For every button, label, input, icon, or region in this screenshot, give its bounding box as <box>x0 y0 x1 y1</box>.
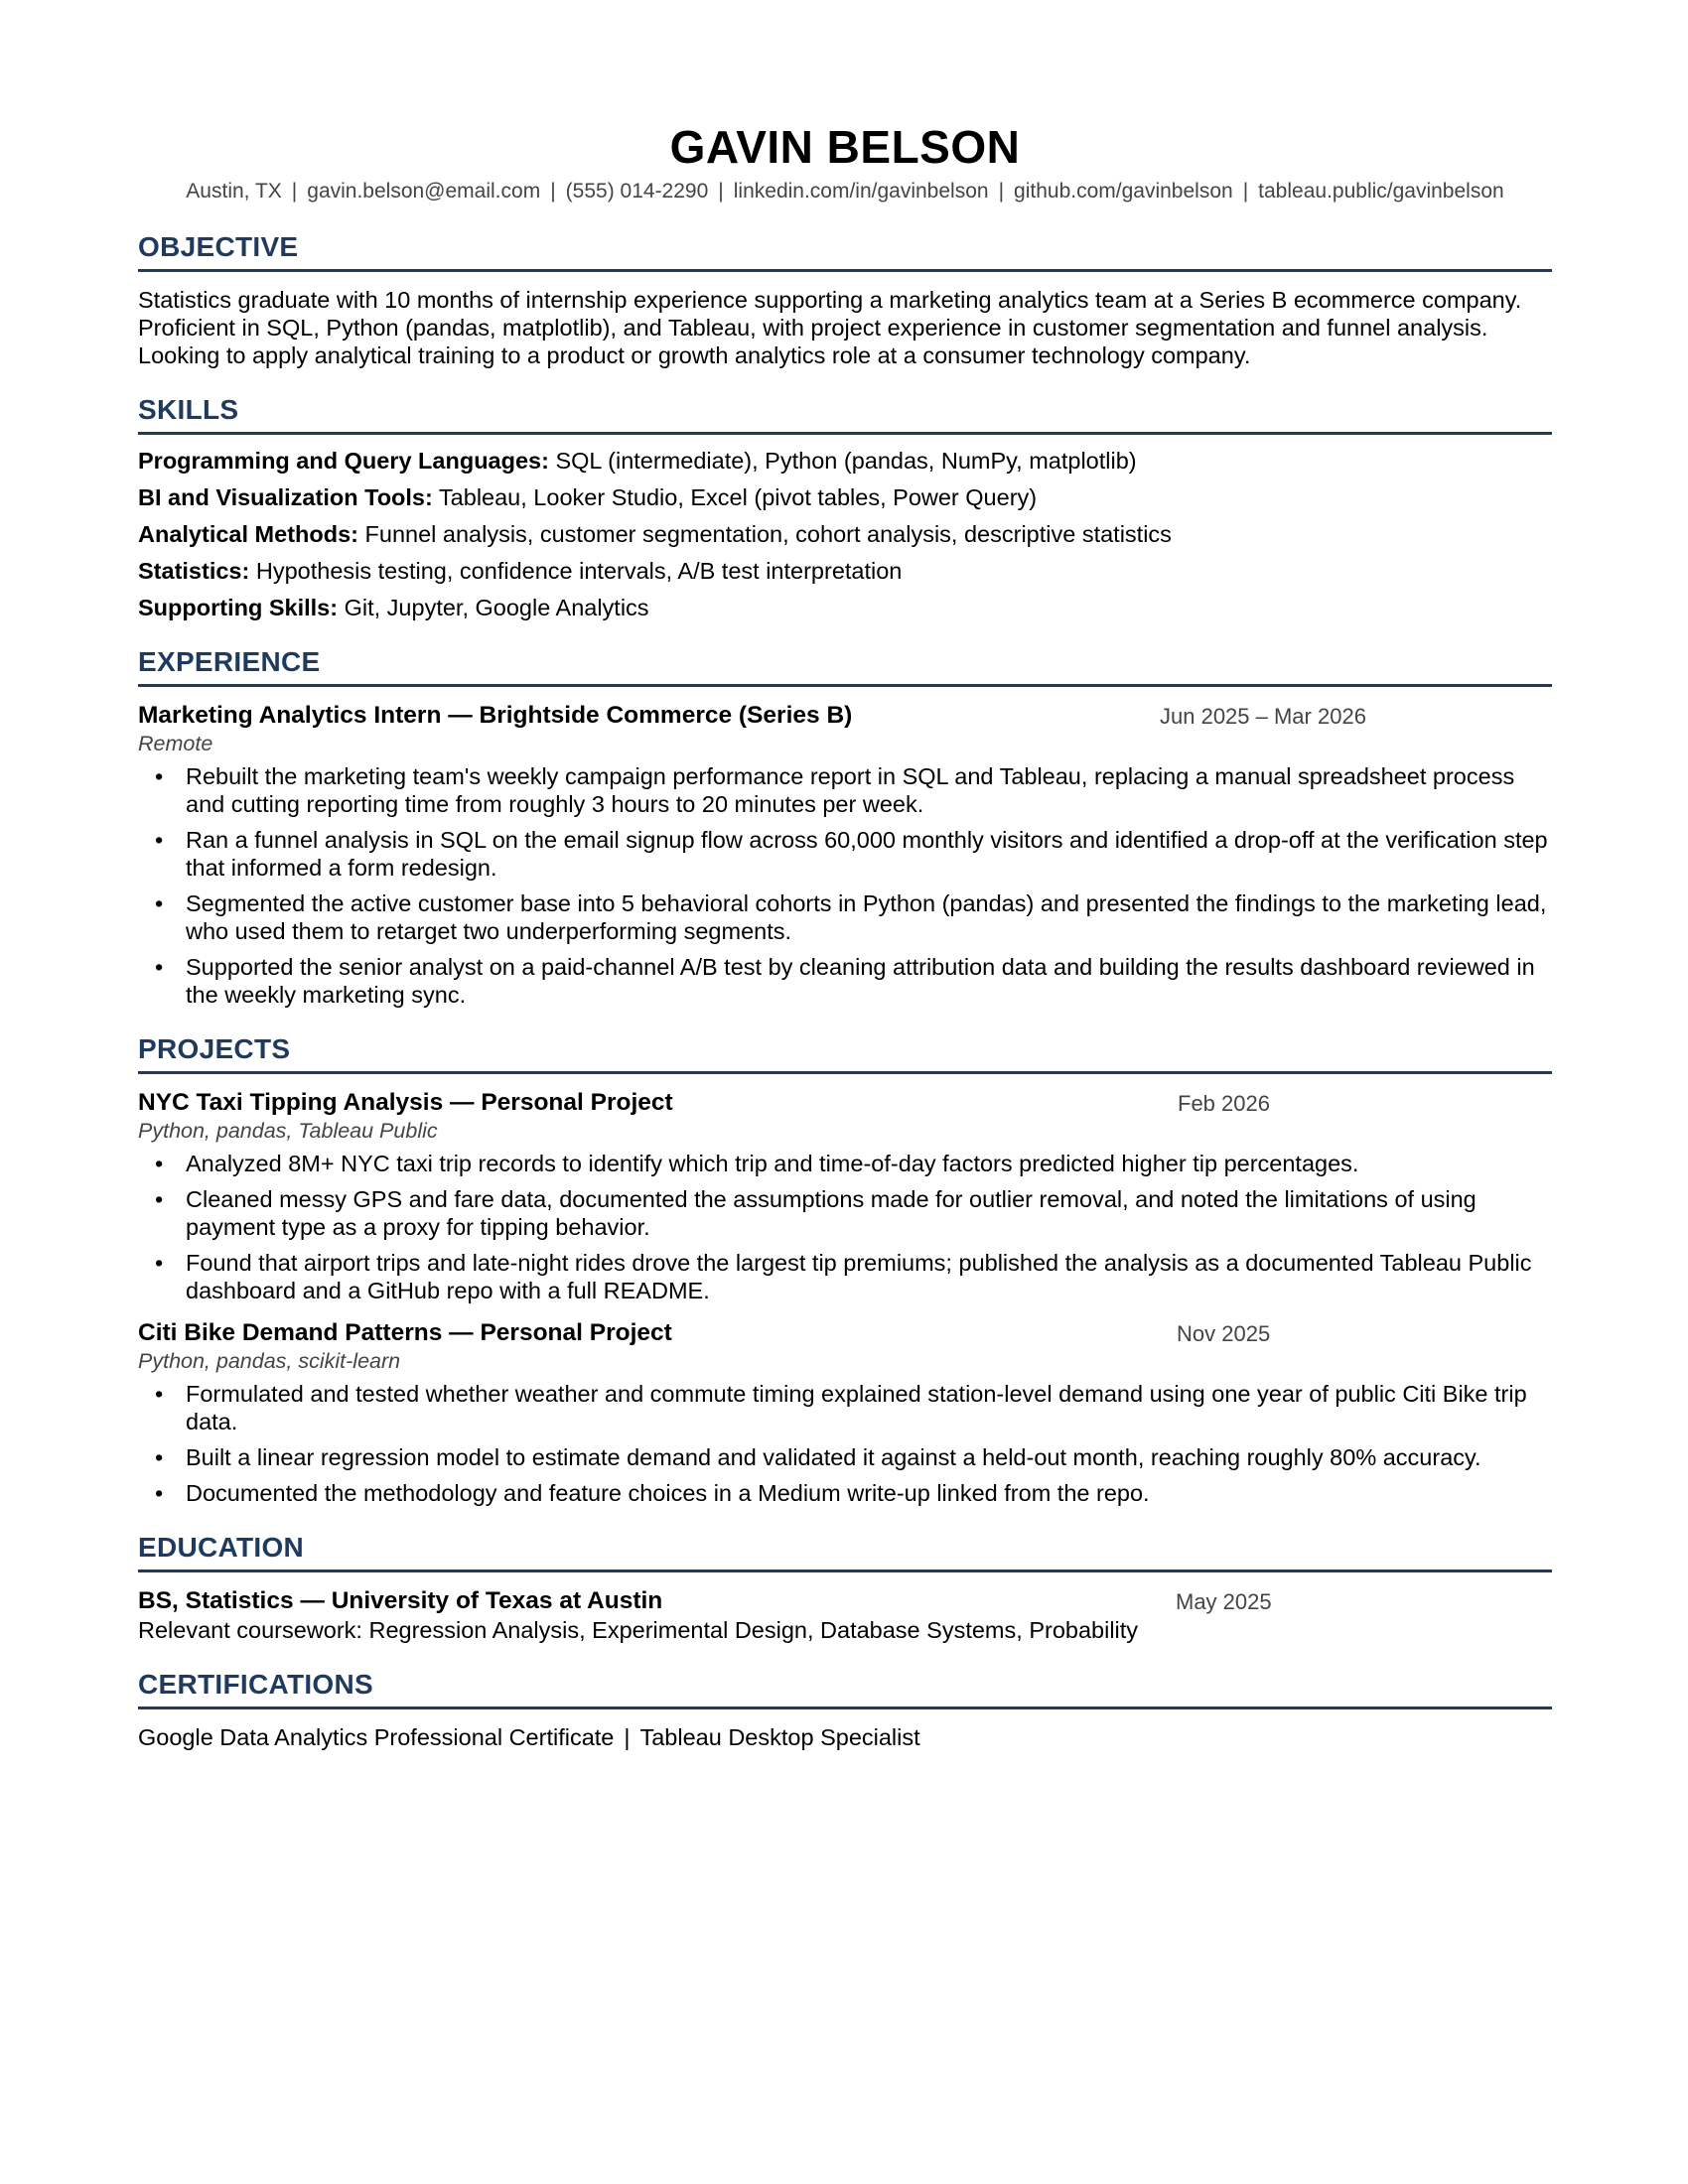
contact-email[interactable]: gavin.belson@email.com <box>307 180 541 203</box>
entry-date: May 2025 <box>1176 1589 1272 1614</box>
certification-item: Google Data Analytics Professional Certificate <box>138 1724 615 1750</box>
bullet-icon: • <box>155 1186 164 1212</box>
bullet-text: Rebuilt the marketing team's weekly campaign performance report in SQL and Tableau, replacing a manual spreadsheet process and cutting reporting time from roughly 3 hours to 20 minutes per week. <box>186 763 1515 817</box>
bullet-icon: • <box>155 954 164 980</box>
contact-linkedin[interactable]: linkedin.com/in/gavinbelson <box>733 180 989 203</box>
entry-tools: Python, pandas, scikit-learn <box>138 1349 401 1373</box>
section-title-objective: OBJECTIVE <box>138 230 1552 272</box>
list-item <box>138 1479 1552 1507</box>
entry-title: NYC Taxi Tipping Analysis — Personal Project <box>138 1089 673 1116</box>
bullet-text: Ran a funnel analysis in SQL on the email signup flow across 60,000 monthly visitors and identified a drop-off at the verification step that informed a form redesign. <box>186 827 1548 881</box>
contact-separator: | <box>291 180 298 203</box>
skill-row <box>138 594 1552 621</box>
contact-separator: | <box>718 180 724 203</box>
entry-heading <box>138 1586 1552 1616</box>
resume-page <box>138 119 1552 1751</box>
skill-label: Supporting Skills: <box>138 595 339 620</box>
entry-title: Citi Bike Demand Patterns — Personal Project <box>138 1319 672 1346</box>
section-title-skills: SKILLS <box>138 393 1552 435</box>
entry-heading <box>138 1088 1552 1118</box>
certification-separator: | <box>624 1724 631 1750</box>
bullet-text: Built a linear regression model to estimate demand and validated it against a held-out month, reaching roughly 80% accuracy. <box>186 1444 1481 1470</box>
contact-separator: | <box>1242 180 1249 203</box>
project-entry <box>138 1088 1552 1304</box>
contact-tableau[interactable]: tableau.public/gavinbelson <box>1258 180 1504 203</box>
entry-location: Remote <box>138 732 213 755</box>
list-item <box>138 1150 1552 1177</box>
contact-separator: | <box>998 180 1005 203</box>
section-title-certifications: CERTIFICATIONS <box>138 1668 1552 1709</box>
bullet-icon: • <box>155 827 164 853</box>
list-item <box>138 1380 1552 1435</box>
objective-text: Statistics graduate with 10 months of internship experience supporting a marketing analytics team at a Series B ecommerce company. Proficient in SQL, Python (pandas, matplotlib), and Tableau, with project experience in customer segmentation and funnel analysis. Looking to apply analytical training to a product or growth analytics role at a consumer technology company. <box>138 287 1522 368</box>
contact-github[interactable]: github.com/gavinbelson <box>1014 180 1233 203</box>
bullet-icon: • <box>155 1381 164 1407</box>
certifications-line <box>138 1723 1552 1751</box>
contact-location: Austin, TX <box>186 180 282 203</box>
bullet-list <box>138 1150 1552 1304</box>
entry-tools: Python, pandas, Tableau Public <box>138 1119 438 1143</box>
entry-title: BS, Statistics — University of Texas at Austin <box>138 1587 663 1614</box>
skills-list <box>138 447 1552 621</box>
coursework-line: Relevant coursework: Regression Analysis, Experimental Design, Database Systems, Probability <box>138 1617 1139 1643</box>
list-item <box>138 1249 1552 1304</box>
skill-label: BI and Visualization Tools: <box>138 484 433 510</box>
skill-value: Funnel analysis, customer segmentation, cohort analysis, descriptive statistics <box>357 521 1172 547</box>
entry-date: Jun 2025 – Mar 2026 <box>1160 704 1366 729</box>
project-entry <box>138 1318 1552 1507</box>
skill-row <box>138 520 1552 548</box>
skill-value: Git, Jupyter, Google Analytics <box>338 595 649 620</box>
education-entry <box>138 1586 1552 1644</box>
bullet-text: Formulated and tested whether weather and commute timing explained station-level demand using one year of public Citi Bike trip data. <box>186 1381 1527 1434</box>
contact-phone[interactable]: (555) 014-2290 <box>565 180 709 203</box>
bullet-text: Documented the methodology and feature choices in a Medium write-up linked from the repo. <box>186 1480 1150 1506</box>
section-title-education: EDUCATION <box>138 1531 1552 1572</box>
contact-separator: | <box>550 180 556 203</box>
bullet-text: Cleaned messy GPS and fare data, documented the assumptions made for outlier removal, and noted the limitations of using payment type as a proxy for tipping behavior. <box>186 1186 1477 1240</box>
skill-value: SQL (intermediate), Python (pandas, NumPy, matplotlib) <box>548 448 1137 474</box>
list-item <box>138 1443 1552 1471</box>
skill-value: Tableau, Looker Studio, Excel (pivot tables, Power Query) <box>432 484 1038 510</box>
certification-item: Tableau Desktop Specialist <box>639 1724 920 1750</box>
contact-line <box>138 179 1552 205</box>
skill-label: Statistics: <box>138 558 250 584</box>
entry-title: Marketing Analytics Intern — Brightside Commerce (Series B) <box>138 702 853 729</box>
list-item <box>138 826 1552 882</box>
skill-row <box>138 483 1552 511</box>
section-title-projects: PROJECTS <box>138 1032 1552 1074</box>
list-item <box>138 889 1552 945</box>
bullet-text: Supported the senior analyst on a paid-channel A/B test by cleaning attribution data and building the results dashboard reviewed in the weekly marketing sync. <box>186 954 1535 1008</box>
bullet-icon: • <box>155 1444 164 1470</box>
entry-heading <box>138 701 1552 731</box>
skill-row <box>138 557 1552 585</box>
bullet-icon: • <box>155 890 164 916</box>
bullet-text: Analyzed 8M+ NYC taxi trip records to identify which trip and time-of-day factors predicted higher tip percentages. <box>186 1151 1359 1176</box>
list-item <box>138 1185 1552 1241</box>
skill-row <box>138 447 1552 475</box>
bullet-icon: • <box>155 763 164 789</box>
bullet-list <box>138 762 1552 1009</box>
bullet-list <box>138 1380 1552 1507</box>
entry-date: Feb 2026 <box>1178 1091 1270 1116</box>
list-item <box>138 953 1552 1009</box>
section-title-experience: EXPERIENCE <box>138 645 1552 687</box>
bullet-icon: • <box>155 1480 164 1506</box>
skill-label: Analytical Methods: <box>138 521 358 547</box>
skill-value: Hypothesis testing, confidence intervals, A/B test interpretation <box>249 558 903 584</box>
entry-heading <box>138 1318 1552 1348</box>
candidate-name: GAVIN BELSON <box>669 121 1021 173</box>
bullet-text: Segmented the active customer base into 5 behavioral cohorts in Python (pandas) and presented the findings to the marketing lead, who used them to retarget two underperforming segments. <box>186 890 1547 944</box>
entry-date: Nov 2025 <box>1177 1321 1271 1346</box>
experience-entry <box>138 701 1552 1009</box>
list-item <box>138 762 1552 818</box>
bullet-icon: • <box>155 1250 164 1276</box>
bullet-icon: • <box>155 1151 164 1176</box>
bullet-text: Found that airport trips and late-night rides drove the largest tip premiums; published the analysis as a documented Tableau Public dashboard and a GitHub repo with a full README. <box>186 1250 1532 1303</box>
skill-label: Programming and Query Languages: <box>138 448 549 474</box>
